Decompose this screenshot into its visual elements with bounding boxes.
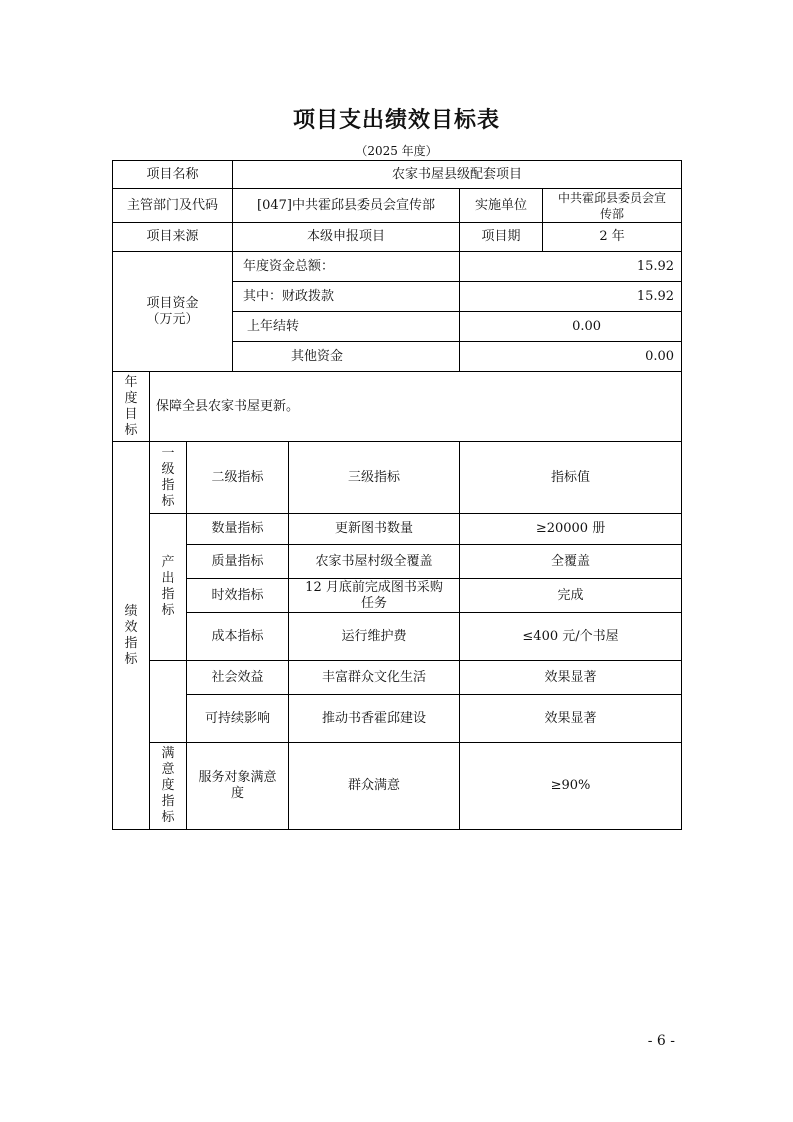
label-char: 意 (161, 762, 175, 777)
level2-cell: 服务对象满意度 (187, 743, 289, 830)
satisfaction-label (150, 743, 187, 830)
level3-cell: 12 月底前完成图书采购任务 (289, 579, 460, 613)
table-row-funds-total (113, 252, 682, 282)
level2-cell: 数量指标 (187, 514, 289, 545)
funds-row-value: 0.00 (460, 312, 682, 342)
table-row-project-name (113, 161, 682, 189)
source-label: 项目来源 (113, 223, 233, 252)
label-char: 指 (124, 635, 138, 651)
page-number: - 6 - (647, 1033, 675, 1049)
value-cell: 完成 (460, 579, 682, 613)
level2-cell: 质量指标 (187, 545, 289, 579)
table-row-effect (113, 661, 682, 695)
page-title: 项目支出绩效目标表 (292, 108, 500, 133)
table-row-effect (113, 695, 682, 743)
funds-label-line2: （万元） (146, 311, 199, 327)
level3-cell: 丰富群众文化生活 (289, 661, 460, 695)
table-row-satisfaction (113, 743, 682, 830)
table-row-annual-goal (113, 372, 682, 442)
annual-goal-label (113, 372, 150, 442)
table-row-output (113, 613, 682, 661)
value-cell: 效果显著 (460, 695, 682, 743)
department-label: 主管部门及代码 (113, 189, 233, 223)
year-subtitle: （2025 年度） (355, 144, 438, 158)
period-label: 项目期 (460, 223, 543, 252)
level2-cell: 社会效益 (187, 661, 289, 695)
period-value: 2 年 (543, 223, 682, 252)
level2-cell: 时效指标 (187, 579, 289, 613)
label-char: 指 (161, 587, 175, 602)
label-char: 度 (161, 778, 175, 793)
label-char: 目 (124, 406, 138, 422)
label-char: 指 (161, 794, 175, 809)
table-row-source (113, 223, 682, 252)
level1-header (150, 442, 187, 514)
funds-row-value: 15.92 (460, 252, 682, 282)
performance-label (113, 442, 150, 830)
label-char: 产 (161, 555, 175, 570)
label-char: 效 (124, 619, 138, 635)
value-cell: ≥90% (460, 743, 682, 830)
table-row-output (113, 545, 682, 579)
effect-label (150, 661, 187, 743)
label-char: 满 (161, 746, 175, 761)
level2-cell: 成本指标 (187, 613, 289, 661)
level2-header: 二级指标 (187, 442, 289, 514)
level3-cell: 推动书香霍邱建设 (289, 695, 460, 743)
project-name-value: 农家书屋县级配套项目 (233, 161, 682, 189)
level3-cell: 运行维护费 (289, 613, 460, 661)
label-char: 标 (124, 651, 138, 667)
level3-header: 三级指标 (289, 442, 460, 514)
label-char: 度 (124, 390, 138, 406)
level2-cell: 可持续影响 (187, 695, 289, 743)
funds-label (113, 252, 233, 372)
label-char: 一 (161, 445, 175, 461)
funds-row-label: 年度资金总额： (233, 252, 460, 282)
label-char: 标 (161, 603, 175, 618)
table-row-output (113, 579, 682, 613)
funds-row-value: 15.92 (460, 282, 682, 312)
source-value: 本级申报项目 (233, 223, 460, 252)
label-char: 标 (124, 422, 138, 438)
table-row-department (113, 189, 682, 223)
label-char: 绩 (124, 603, 138, 619)
level3-cell: 更新图书数量 (289, 514, 460, 545)
funds-row-label: 上年结转 (233, 312, 460, 342)
label-char: 标 (161, 810, 175, 825)
funds-row-label: 其他资金 (233, 342, 460, 372)
implementing-unit-value: 中共霍邱县委员会宣传部 (543, 189, 682, 223)
funds-label-line1: 项目资金 (146, 295, 199, 311)
annual-goal-value: 保障全县农家书屋更新。 (150, 372, 682, 442)
output-label (150, 514, 187, 661)
level3-cell: 群众满意 (289, 743, 460, 830)
table-row-output (113, 514, 682, 545)
label-char: 级 (161, 461, 175, 477)
table-row-performance-header (113, 442, 682, 514)
value-cell: ≥20000 册 (460, 514, 682, 545)
department-value: [047]中共霍邱县委员会宣传部 (233, 189, 460, 223)
value-cell: 全覆盖 (460, 545, 682, 579)
label-char: 指 (161, 477, 175, 493)
value-cell: 效果显著 (460, 661, 682, 695)
label-char: 标 (161, 493, 175, 509)
project-name-label: 项目名称 (113, 161, 233, 189)
label-char: 出 (161, 571, 175, 586)
implementing-unit-label: 实施单位 (460, 189, 543, 223)
level3-cell: 农家书屋村级全覆盖 (289, 545, 460, 579)
label-char: 年 (124, 374, 138, 390)
value-header: 指标值 (460, 442, 682, 514)
funds-row-value: 0.00 (460, 342, 682, 372)
funds-row-label: 其中：财政拨款 (233, 282, 460, 312)
value-cell: ≤400 元/个书屋 (460, 613, 682, 661)
performance-target-table (112, 160, 682, 830)
